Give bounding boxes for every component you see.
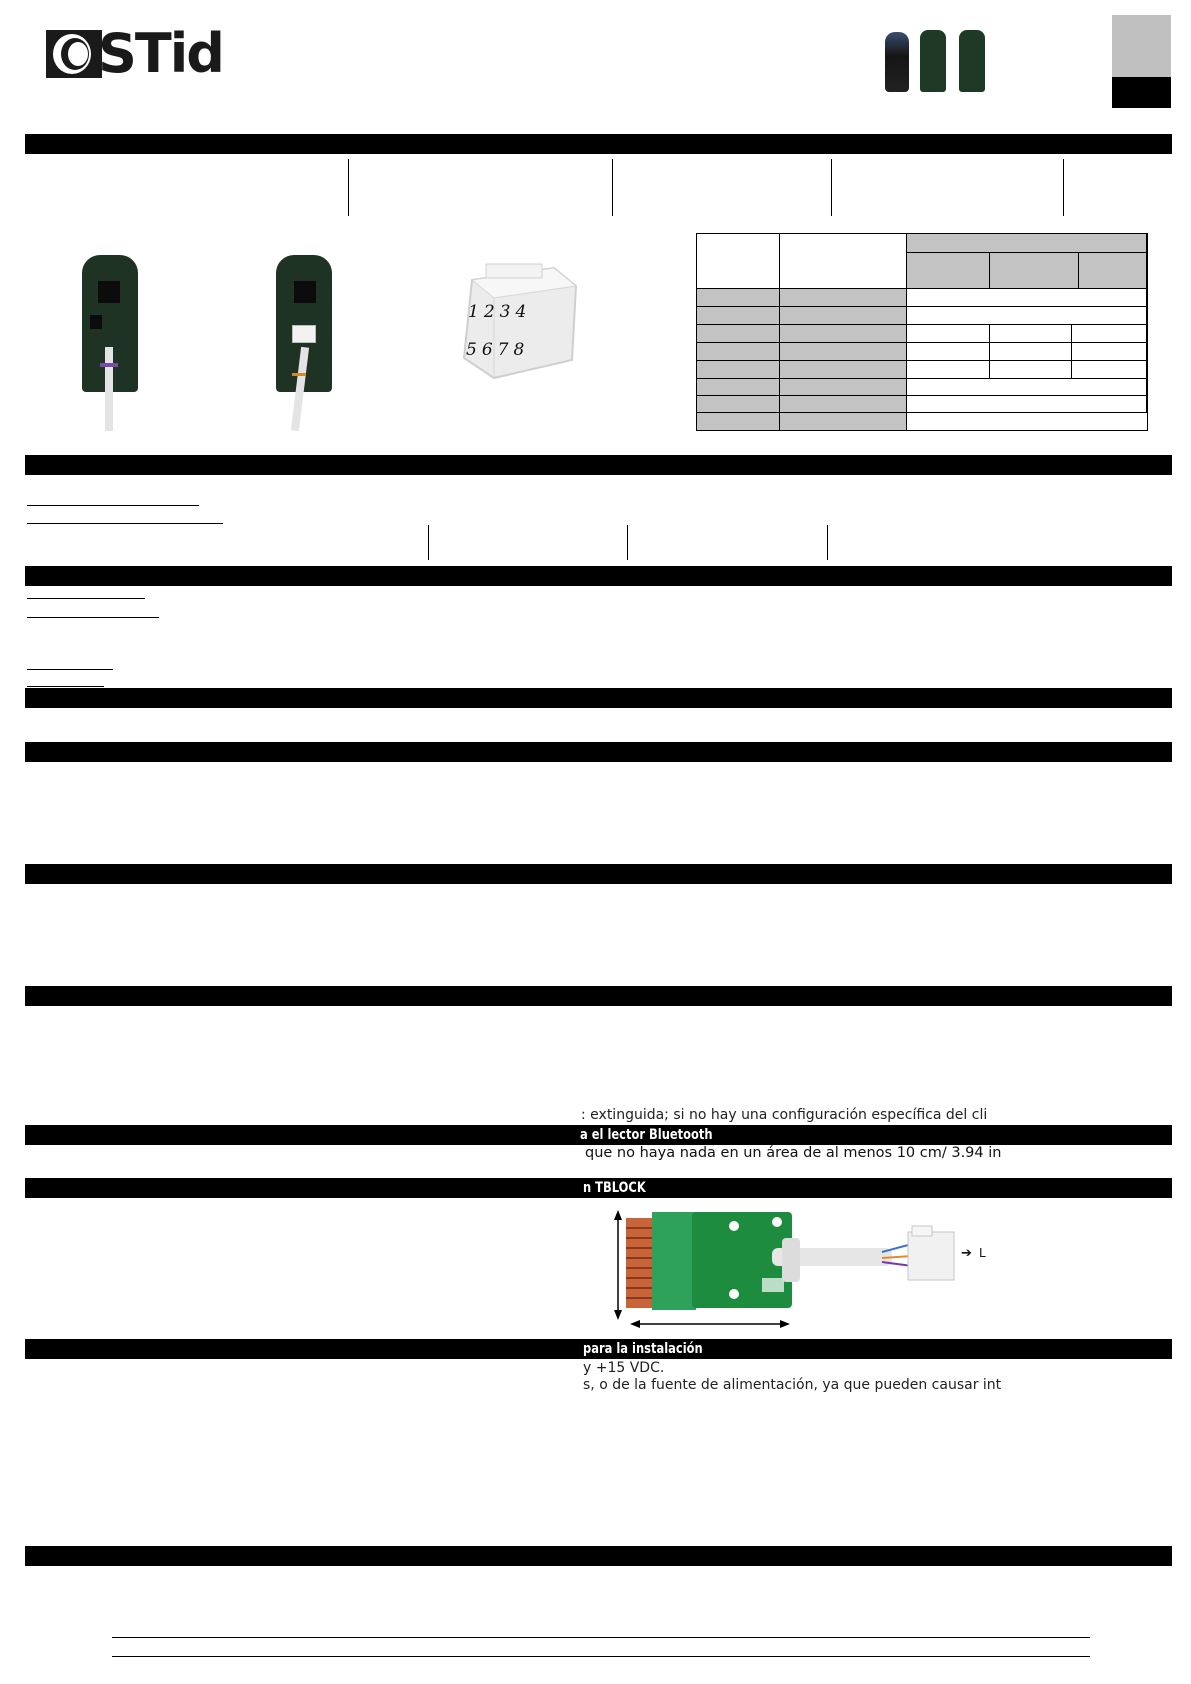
arrow-right-icon: ➔ xyxy=(961,1246,972,1261)
table-cell xyxy=(990,361,1072,379)
stid-logo xyxy=(46,22,223,85)
tblock-image xyxy=(612,1208,992,1333)
table-row-label xyxy=(697,289,780,307)
section-bar-6 xyxy=(25,864,1172,884)
table-row-label xyxy=(780,361,907,379)
table-row-label xyxy=(780,413,907,430)
underline-link xyxy=(27,598,145,599)
underline-link xyxy=(27,669,113,670)
logo-text: STid xyxy=(98,22,223,85)
table-row-label xyxy=(780,396,907,413)
table-row-label xyxy=(780,289,907,307)
table-row-label xyxy=(697,343,780,361)
section-bar-3 xyxy=(25,566,1172,586)
footer-rule xyxy=(112,1656,1090,1657)
table-header-subcell xyxy=(990,253,1079,289)
column-divider xyxy=(1063,159,1064,216)
table-cell xyxy=(907,396,1147,413)
pin-label: 1 xyxy=(468,302,484,322)
table-cell xyxy=(990,325,1072,343)
table-row-label xyxy=(780,379,907,396)
table-row-label xyxy=(697,361,780,379)
pcb-thumbnail-1 xyxy=(920,30,946,92)
table-row-label xyxy=(697,396,780,413)
section-bar-4 xyxy=(25,688,1172,708)
pin-label: 2 xyxy=(483,302,500,322)
underline-link xyxy=(27,505,199,506)
connector-8pin-image xyxy=(454,260,582,380)
column-divider xyxy=(627,525,628,560)
table-row-label xyxy=(697,307,780,325)
section-bar-8 xyxy=(25,1125,1172,1145)
corner-tab-grey xyxy=(1112,15,1171,77)
section-bar-11 xyxy=(25,1546,1172,1566)
section-title-bluetooth: a el lector Bluetooth xyxy=(580,1127,713,1143)
led-text: : extinguida; si no hay una configuración específica del cli xyxy=(581,1107,988,1123)
table-row-label xyxy=(697,325,780,343)
column-divider xyxy=(428,525,429,560)
bluetooth-text: que no haya nada en un área de al menos 10 cm/ 3.94 in xyxy=(585,1145,1002,1161)
table-header-subcell xyxy=(1079,253,1147,289)
tblock-drawing xyxy=(612,1208,992,1333)
underline-link xyxy=(27,523,223,524)
table-header-cell xyxy=(697,234,780,289)
table-cell xyxy=(907,343,990,361)
pcb-image-1 xyxy=(78,255,144,435)
reader-thumbnail xyxy=(885,32,909,92)
tblock-dimension-label: L xyxy=(979,1246,986,1260)
stid-logo-mark xyxy=(46,30,102,78)
table-cell xyxy=(907,379,1147,396)
column-divider xyxy=(831,159,832,216)
table-cell xyxy=(907,289,1147,307)
table-cell xyxy=(907,361,990,379)
table-cell xyxy=(1072,325,1147,343)
table-row-label xyxy=(780,307,907,325)
section-title-tblock: n TBLOCK xyxy=(583,1180,646,1196)
pin-label: 3 xyxy=(499,302,516,322)
column-divider xyxy=(348,159,349,216)
section-bar-2 xyxy=(25,455,1172,475)
pcb-image-2 xyxy=(272,255,338,435)
table-row-label xyxy=(697,413,780,430)
section-bar-10 xyxy=(25,1339,1172,1359)
pcb-thumbnail-2 xyxy=(959,30,985,92)
column-divider xyxy=(827,525,828,560)
product-thumbnails xyxy=(885,28,995,98)
pin-label: 5 xyxy=(466,340,482,360)
table-cell xyxy=(907,413,1147,430)
install-text-line-2: s, o de la fuente de alimentación, ya que pueden causar int xyxy=(583,1377,1002,1393)
table-row-label xyxy=(697,379,780,396)
pin-label: 7 xyxy=(497,340,514,360)
table-cell xyxy=(1072,343,1147,361)
install-text-line-1: y +15 VDC. xyxy=(583,1360,665,1376)
table-header-group xyxy=(907,234,1147,253)
pin-label: 4 xyxy=(515,302,532,322)
footer-rule xyxy=(112,1637,1090,1638)
section-bar-7 xyxy=(25,986,1172,1006)
section-bar-5 xyxy=(25,742,1172,762)
table-row-label xyxy=(780,343,907,361)
section-title-installation: para la instalación xyxy=(583,1341,703,1357)
underline-link xyxy=(27,686,104,687)
table-cell xyxy=(1072,361,1147,379)
corner-tab-black xyxy=(1112,77,1171,108)
column-divider xyxy=(612,159,613,216)
connector-pins-bottom xyxy=(466,340,529,360)
pin-label: 8 xyxy=(513,340,530,360)
pin-label: 6 xyxy=(481,340,498,360)
table-cell xyxy=(907,307,1147,325)
table-row-label xyxy=(780,325,907,343)
underline-link xyxy=(27,617,159,618)
section-bar-1 xyxy=(25,134,1172,154)
table-header-cell xyxy=(780,234,907,289)
pinout-table xyxy=(696,233,1148,431)
table-cell xyxy=(990,343,1072,361)
table-header-subcell xyxy=(907,253,990,289)
connector-pins-top xyxy=(468,302,531,322)
section-bar-9 xyxy=(25,1178,1172,1198)
table-cell xyxy=(907,325,990,343)
